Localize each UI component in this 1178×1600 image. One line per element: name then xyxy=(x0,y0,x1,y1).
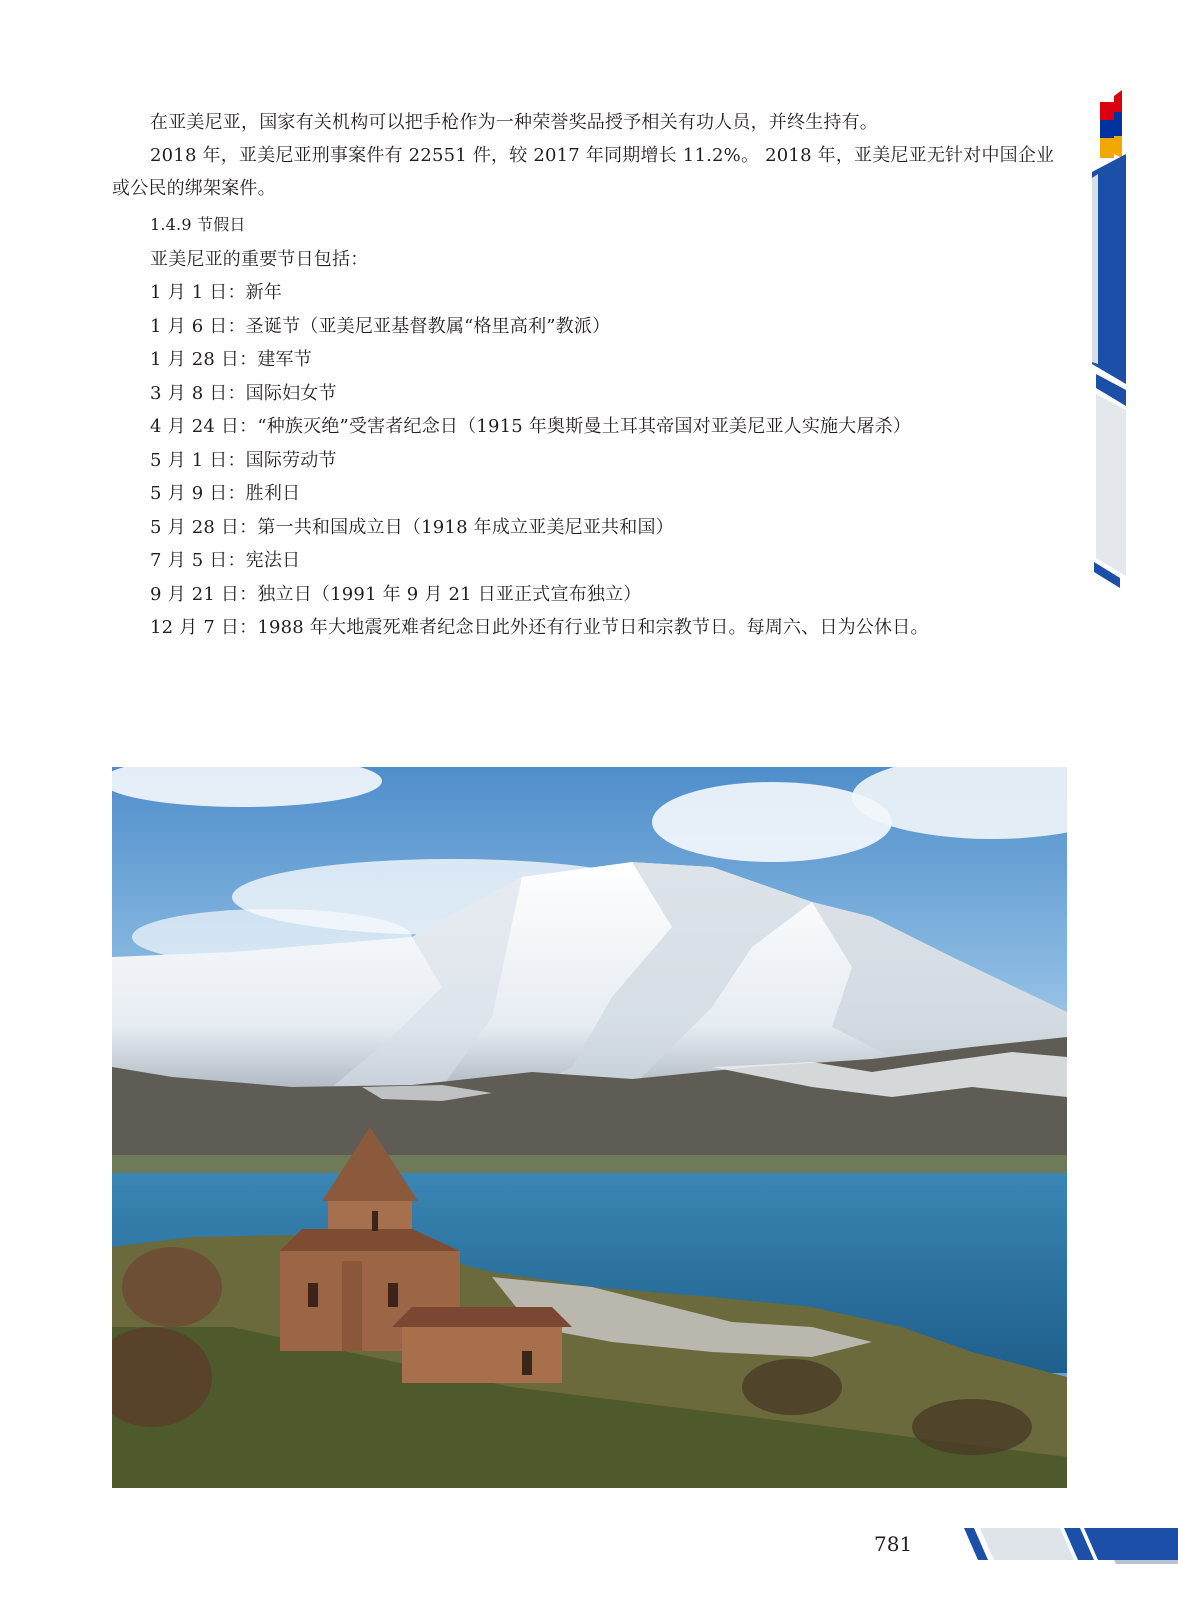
page-number: 781 xyxy=(874,1532,913,1556)
body-text xyxy=(112,106,1067,645)
holiday-item: 12 月 7 日：1988 年大地震死难者纪念日此外还有行业节日和宗教节日。每周六、日为公休日。 xyxy=(150,617,929,638)
holiday-list xyxy=(112,276,1067,645)
ribbon-light-segment xyxy=(1096,394,1126,576)
photo-illustration xyxy=(112,767,1067,1488)
holiday-item: 4 月 24 日：“种族灭绝”受害者纪念日（1915 年奥斯曼土耳其帝国对亚美尼亚人实施大屠杀） xyxy=(150,416,912,437)
holiday-item: 5 月 1 日：国际劳动节 xyxy=(150,449,337,471)
holiday-item: 1 月 28 日：建军节 xyxy=(150,349,312,370)
landscape-photo xyxy=(112,767,1067,1488)
footer-stripe-decoration xyxy=(964,1524,1178,1564)
holiday-item: 5 月 28 日：第一共和国成立日（1918 年成立亚美尼亚共和国） xyxy=(150,516,674,538)
paragraph-firearm-honor: 在亚美尼亚，国家有关机构可以把手枪作为一种荣誉奖品授予相关有功人员，并终生持有。 xyxy=(150,112,878,133)
side-ribbon-decoration xyxy=(1092,88,1142,598)
section-heading: 1.4.9 节假日 xyxy=(150,215,246,234)
holiday-item: 3 月 8 日：国际妇女节 xyxy=(150,382,337,404)
holiday-item: 7 月 5 日：宪法日 xyxy=(150,550,301,571)
holiday-item: 1 月 1 日：新年 xyxy=(150,282,283,303)
holiday-item: 5 月 9 日：胜利日 xyxy=(150,483,301,504)
holiday-item: 9 月 21 日：独立日（1991 年 9 月 21 日亚正式宣布独立） xyxy=(150,583,642,605)
flag-icon xyxy=(1100,90,1122,158)
holiday-item: 1 月 6 日：圣诞节（亚美尼亚基督教属“格里高利”教派） xyxy=(150,315,611,337)
paragraph-crime-stats: 2018 年，亚美尼亚刑事案件有 22551 件，较 2017 年同期增长 11.2%。 2018 年，亚美尼亚无针对中国企业或公民的绑架案件。 xyxy=(112,145,1055,199)
holiday-list-intro: 亚美尼亚的重要节日包括： xyxy=(150,249,369,270)
